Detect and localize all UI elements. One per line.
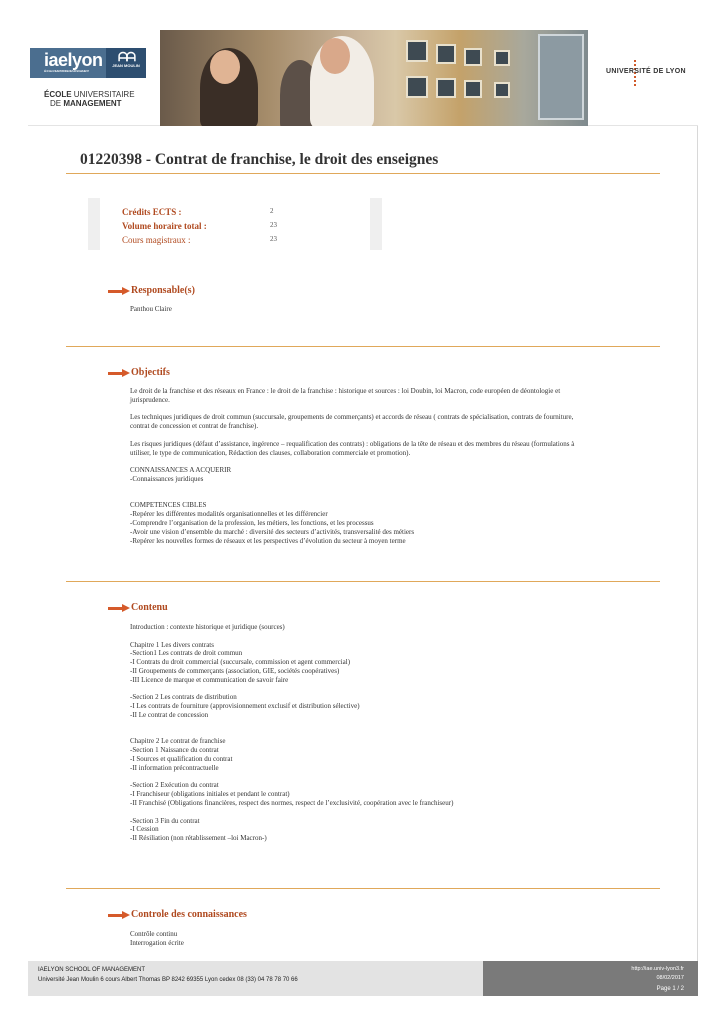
arrow-icon bbox=[108, 287, 130, 295]
text-line: -III Licence de marque et communication de savoir faire bbox=[130, 675, 289, 684]
divider bbox=[66, 346, 660, 347]
credits-hours-row bbox=[122, 221, 277, 231]
blank-line bbox=[130, 808, 620, 817]
credits-cm-label: Cours magistraux : bbox=[122, 235, 191, 245]
section-responsable-body bbox=[130, 305, 620, 314]
text-line: -I Les contrats de fourniture (approvisionnement exclusif et distribution sélective) bbox=[130, 702, 360, 711]
text-line: Interrogation écrite bbox=[130, 938, 184, 947]
jean-moulin-mark-icon: ᗩᗩ bbox=[118, 50, 134, 64]
divider bbox=[66, 888, 660, 889]
text-line: contrat de concession et contrat de franchise). bbox=[130, 422, 259, 431]
blank-line bbox=[130, 405, 620, 414]
blank-line bbox=[130, 431, 620, 440]
section-contenu-body bbox=[130, 623, 620, 843]
text-line: -II Franchisé (Obligations financières, respect des normes, respect de l’exclusivité, coopération avec le franchiseur) bbox=[130, 798, 454, 807]
jean-moulin-logo: ᗩᗩ JEAN MOULIN bbox=[106, 48, 146, 78]
blank-line bbox=[130, 729, 620, 738]
text-line: CONNAISSANCES A ACQUERIR bbox=[130, 466, 232, 475]
universite-de-lyon-logo: UNIVERSITÉ DE LYON bbox=[606, 68, 686, 75]
text-line: utiliser, le type de communication, Rédaction des clauses, collaboration commerciale et promotion). bbox=[130, 448, 411, 457]
text-line: -II Résiliation (non rétablissement –loi Macron-) bbox=[130, 834, 267, 843]
section-objectifs-title: Objectifs bbox=[131, 367, 170, 378]
page bbox=[28, 30, 698, 996]
blank-line bbox=[130, 493, 620, 502]
text-line: -I Franchiseur (obligations initiales et pendant le contrat) bbox=[130, 790, 290, 799]
section-objectifs-body bbox=[130, 387, 620, 545]
text-line: Chapitre 1 Les divers contrats bbox=[130, 640, 214, 649]
logo-iaelyon-text: iaelyon ÉCOLE UNIVERSITAIRE DE MANAGEMENT bbox=[30, 48, 106, 78]
text-line: -Connaissances juridiques bbox=[130, 474, 204, 483]
section-controle-body bbox=[130, 930, 620, 948]
school-name: ÉCOLE UNIVERSITAIRE DE MANAGEMENT bbox=[44, 90, 135, 108]
text-line: -II Groupements de commerçants (association, GIE, sociétés coopératives) bbox=[130, 666, 340, 675]
text-line: -Section 1 Naissance du contrat bbox=[130, 746, 219, 755]
text-line: -I Sources et qualification du contrat bbox=[130, 754, 233, 763]
text-line: -Section1 Les contrats de droit commun bbox=[130, 649, 243, 658]
text-line: Panthou Claire bbox=[130, 305, 172, 313]
credits-cm-value: 23 bbox=[270, 235, 277, 243]
credits-panel-right-bar bbox=[370, 198, 382, 250]
footer-address: Université Jean Moulin 6 cours Albert Thomas BP 8242 69355 Lyon cedex 08 (33) 04 78 78 70 66 bbox=[38, 977, 298, 983]
text-line: jurisprudence. bbox=[130, 395, 170, 404]
footer-page-number: Page 1 / 2 bbox=[656, 986, 684, 992]
footer-school: IAELYON SCHOOL OF MANAGEMENT bbox=[38, 967, 146, 973]
page-title: 01220398 - Contrat de franchise, le droit des enseignes bbox=[80, 151, 439, 168]
credits-panel-left-bar bbox=[88, 198, 100, 250]
text-line: Les risques juridiques (défaut d’assistance, ingérence – requalification des contrats) : obligations de la tête de réseau et des membres du réseau (formulations à bbox=[130, 439, 575, 448]
text-line: -Repérer les différentes modalités organisationnelles et les différencier bbox=[130, 510, 328, 519]
credits-ects-label: Crédits ECTS : bbox=[122, 207, 182, 217]
arrow-icon bbox=[108, 369, 130, 377]
iaelyon-logo[interactable] bbox=[30, 48, 146, 78]
blank-line bbox=[130, 773, 620, 782]
section-responsable-title: Responsable(s) bbox=[131, 285, 195, 296]
text-line: Introduction : contexte historique et juridique (sources) bbox=[130, 623, 285, 631]
credits-ects-value: 2 bbox=[270, 207, 274, 215]
blank-line bbox=[130, 457, 620, 466]
text-line: -II information précontractuelle bbox=[130, 763, 219, 772]
text-line: -II Le contrat de concession bbox=[130, 710, 209, 719]
section-controle-title: Controle des connaissances bbox=[131, 909, 247, 920]
text-line: Contrôle continu bbox=[130, 930, 178, 938]
blank-line bbox=[130, 720, 620, 729]
text-line: -Section 3 Fin du contrat bbox=[130, 816, 200, 825]
blank-line bbox=[130, 484, 620, 493]
header-banner bbox=[28, 30, 698, 126]
footer-info-panel bbox=[483, 961, 698, 996]
footer-date: 08/02/2017 bbox=[656, 975, 684, 981]
text-line: -Section 2 Les contrats de distribution bbox=[130, 693, 237, 702]
text-line: -Repérer les nouvelles formes de réseaux et les perspectives d’évolution du secteur à moyen terme bbox=[130, 536, 406, 545]
footer-url[interactable]: http://iae.univ-lyon3.fr bbox=[631, 966, 684, 972]
text-line: -I Contrats du droit commercial (succursale, commission et agent commercial) bbox=[130, 658, 351, 667]
divider bbox=[66, 173, 660, 174]
blank-line bbox=[130, 632, 620, 641]
text-line: -I Cession bbox=[130, 825, 159, 834]
text-line: Les techniques juridiques de droit commun (succursale, groupements de commerçants) et accords de réseau ( contrats de spécialisation, contrats de fourniture, bbox=[130, 413, 574, 422]
credits-hours-label: Volume horaire total : bbox=[122, 221, 207, 231]
arrow-icon bbox=[108, 604, 130, 612]
arrow-icon bbox=[108, 911, 130, 919]
text-line: Chapitre 2 Le contrat de franchise bbox=[130, 737, 226, 746]
divider bbox=[66, 581, 660, 582]
text-line: -Section 2 Exécution du contrat bbox=[130, 781, 219, 790]
text-line: -Avoir une vision d’ensemble du marché : diversité des secteurs d’activités, transversalité des métiers bbox=[130, 527, 415, 536]
text-line: -Comprendre l’organisation de la profession, les métiers, les fonctions, et les processus bbox=[130, 518, 374, 527]
credits-cm-row bbox=[122, 235, 277, 245]
credits-ects-row bbox=[122, 207, 274, 217]
text-line: Le droit de la franchise et des réseaux en France : le droit de la franchise : historique et sources : loi Doubin, loi Macron, code européen de déontologie et bbox=[130, 387, 561, 395]
footer bbox=[28, 961, 698, 996]
blank-line bbox=[130, 685, 620, 694]
text-line: COMPETENCES CIBLES bbox=[130, 501, 207, 510]
section-contenu-title: Contenu bbox=[131, 602, 168, 613]
header-photo bbox=[160, 30, 588, 126]
credits-hours-value: 23 bbox=[270, 221, 277, 229]
